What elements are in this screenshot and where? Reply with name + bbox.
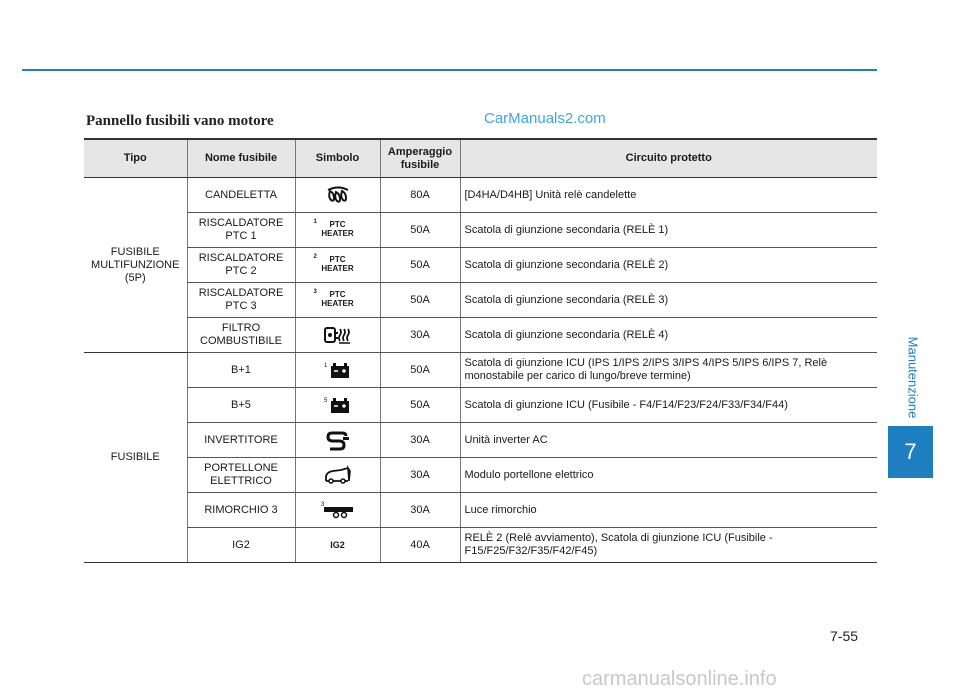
header-nome: Nome fusibile [187,139,295,178]
watermark: CarManuals2.com [484,110,606,127]
fuel-filter-heater-icon [323,325,353,345]
fuse-name: RISCALDATORE PTC 2 [187,248,295,283]
symbol-cell [295,388,380,423]
fuse-amperage: 80A [380,178,460,213]
table-row [84,248,877,283]
battery-icon [324,395,352,415]
fuse-circuit: Scatola di giunzione secondaria (RELÈ 1) [460,213,877,248]
fuse-circuit: Scatola di giunzione secondaria (RELÈ 4) [460,318,877,353]
symbol-cell [295,213,380,248]
trailer-icon [321,500,355,520]
symbol-cell [295,318,380,353]
symbol-cell [295,248,380,283]
group-tipo: FUSIBILE [84,353,187,563]
symbol-cell [295,353,380,388]
table-row [84,528,877,563]
ig2-icon: IG2 [330,539,345,550]
fuse-name: RISCALDATORE PTC 1 [187,213,295,248]
svg-text:3: 3 [320,502,324,508]
table-row [84,388,877,423]
fuse-name: FILTRO COMBUSTIBILE [187,318,295,353]
glow-plug-icon [325,186,351,204]
table-row [84,458,877,493]
fuse-circuit: Unità inverter AC [460,423,877,458]
fuse-circuit: [D4HA/D4HB] Unità relè candelette [460,178,877,213]
inverter-icon [324,429,352,451]
page-title: Pannello fusibili vano motore [86,113,274,129]
fuse-amperage: 30A [380,458,460,493]
top-rule [22,69,877,71]
svg-text:5: 5 [323,398,327,404]
symbol-cell [295,458,380,493]
header-tipo: Tipo [84,139,187,178]
fuse-name: PORTELLONE ELETTRICO [187,458,295,493]
fuse-circuit: Scatola di giunzione ICU (IPS 1/IPS 2/IPS 3/IPS 4/IPS 5/IPS 6/IPS 7, Relè monostabile per carico di lungo/breve termine) [460,353,877,388]
ptc-heater-icon: 2 PTC HEATER [313,254,354,273]
table-row [84,423,877,458]
chapter-badge: 7 [888,426,933,478]
page-number: 7-55 [830,628,859,644]
svg-text:1: 1 [323,363,327,369]
group-tipo: FUSIBILE MULTIFUNZIONE (5P) [84,178,187,353]
footer-watermark: carmanualsonline.info [582,668,777,690]
table-row [84,178,877,213]
fuse-circuit: Luce rimorchio [460,493,877,528]
fuse-amperage: 30A [380,423,460,458]
fuse-name: RISCALDATORE PTC 3 [187,283,295,318]
header-circuito: Circuito protetto [460,139,877,178]
table-row [84,493,877,528]
fuse-amperage: 50A [380,388,460,423]
fuse-amperage: 50A [380,248,460,283]
fuse-circuit: Scatola di giunzione ICU (Fusibile - F4/F14/F23/F24/F33/F34/F44) [460,388,877,423]
header-simbolo: Simbolo [295,139,380,178]
table-header-row [84,139,877,178]
fuse-table [84,138,877,563]
fuse-name: B+1 [187,353,295,388]
side-section-label [898,330,928,425]
fuse-name: INVERTITORE [187,423,295,458]
fuse-name: CANDELETTA [187,178,295,213]
fuse-amperage: 30A [380,318,460,353]
fuse-circuit: RELÈ 2 (Relè avviamento), Scatola di giunzione ICU (Fusibile - F15/F25/F32/F35/F42/F45) [460,528,877,563]
fuse-name: IG2 [187,528,295,563]
header-amperaggio: Amperaggio fusibile [380,139,460,178]
ptc-heater-icon: 1 PTC HEATER [313,219,354,238]
fuse-circuit: Scatola di giunzione secondaria (RELÈ 2) [460,248,877,283]
table-row [84,353,877,388]
symbol-cell [295,178,380,213]
fuse-amperage: 50A [380,213,460,248]
fuse-amperage: 40A [380,528,460,563]
symbol-cell [295,493,380,528]
symbol-cell [295,283,380,318]
table-row [84,213,877,248]
fuse-amperage: 50A [380,353,460,388]
symbol-cell [295,528,380,563]
power-tailgate-icon [323,465,353,485]
symbol-cell [295,423,380,458]
side-section-label-text: Manutenzione [905,336,921,419]
fuse-amperage: 30A [380,493,460,528]
battery-icon [324,360,352,380]
ptc-heater-icon: 3 PTC HEATER [313,289,354,308]
fuse-circuit: Modulo portellone elettrico [460,458,877,493]
table-row [84,318,877,353]
fuse-circuit: Scatola di giunzione secondaria (RELÈ 3) [460,283,877,318]
fuse-name: RIMORCHIO 3 [187,493,295,528]
fuse-amperage: 50A [380,283,460,318]
table-row [84,283,877,318]
fuse-name: B+5 [187,388,295,423]
